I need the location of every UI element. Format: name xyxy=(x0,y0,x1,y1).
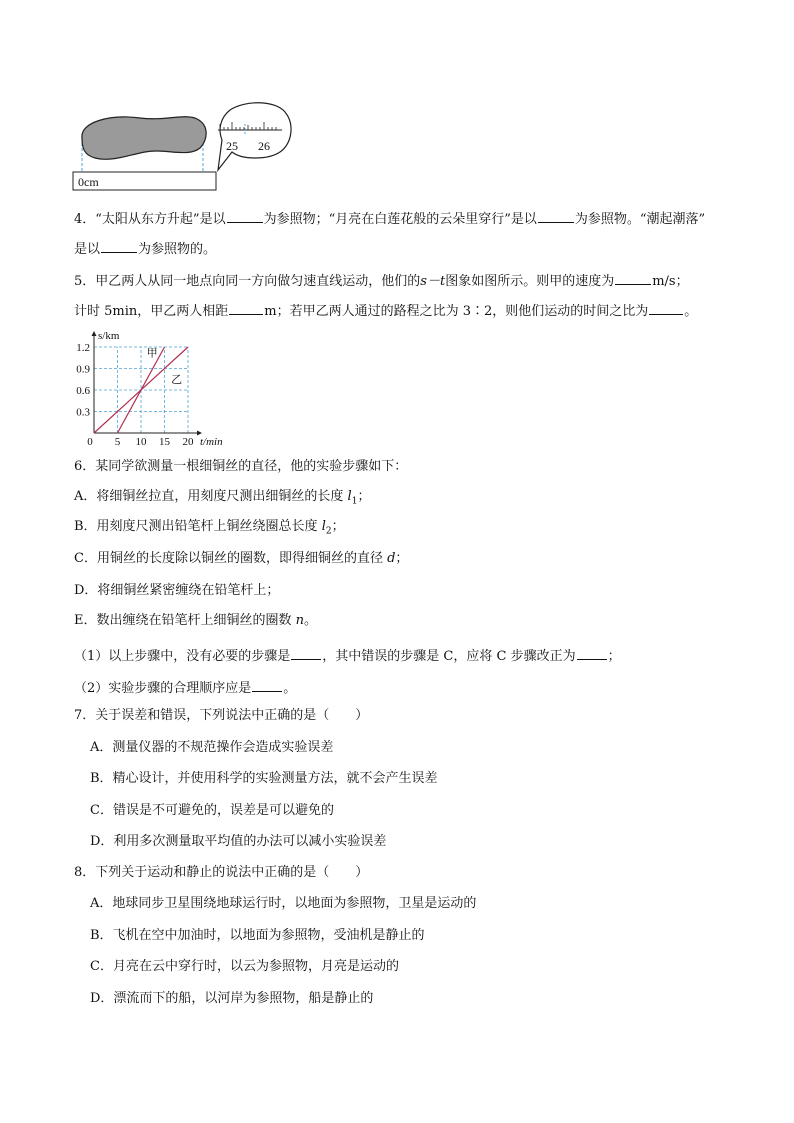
y-tick-label-2: 0.9 xyxy=(76,363,90,376)
y-tick-label-3: 1.2 xyxy=(76,342,90,354)
q7-option-a[interactable]: A．测量仪器的不规范操作会造成实验误差 xyxy=(90,740,334,755)
q5-blank-3[interactable] xyxy=(649,300,683,315)
y-tick-label-1: 0.6 xyxy=(76,385,90,397)
ruler-label: 0cm xyxy=(78,175,99,189)
q7-option-b[interactable]: B．精心设计，并使用科学的实验测量方法，就不会产生误差 xyxy=(90,771,438,786)
q6-blank-1[interactable] xyxy=(291,645,321,660)
q5-line1: 5．甲乙两人从同一地点向同一方向做匀速直线运动，他们的s－t图象如图所示。则甲的速度为 m/s； xyxy=(74,270,689,291)
q8-option-b[interactable]: B．飞机在空中加油时，以地面为参照物，受油机是静止的 xyxy=(90,928,425,943)
st-chart xyxy=(68,325,238,450)
x-tick-label-0: 5 xyxy=(114,436,121,448)
q6-blank-2[interactable] xyxy=(577,645,607,660)
x-axis-label: t/min xyxy=(200,436,223,448)
x-tick-label-3: 20 xyxy=(182,436,194,448)
series-label-0: 甲 xyxy=(146,347,158,360)
y-axis-label: s/km xyxy=(98,330,120,342)
tick-label-26: 26 xyxy=(258,139,270,153)
q4-blank-2[interactable] xyxy=(538,208,574,223)
x-tick-label-2: 15 xyxy=(159,436,170,448)
series-label-1: 乙 xyxy=(171,373,183,386)
q6-blank-3[interactable] xyxy=(252,677,282,692)
q8-option-d[interactable]: D．漂流而下的船，以河岸为参照物，船是静止的 xyxy=(90,991,374,1006)
x-tick-label-1: 10 xyxy=(135,436,147,448)
q6-sub2: （2）实验步骤的合理顺序应是 。 xyxy=(74,677,296,698)
q6-step-b: B．用刻度尺测出铅笔杆上铜丝绕圈总长度 $l_2$； xyxy=(74,519,345,537)
q4-line1: 4．“太阳从东方升起”是以 为参照物；“月亮在白莲花般的云朵里穿行”是以 为参照物。“潮起潮落” xyxy=(74,208,705,229)
q6-step-c: C．用铜丝的长度除以铜丝的圈数，即得细铜丝的直径 d； xyxy=(74,551,409,566)
y-tick-label-0: 0.3 xyxy=(76,406,90,419)
q6-step-a: A．将细铜丝拉直，用刻度尺测出细铜丝的长度 $l_1$； xyxy=(74,489,371,507)
q5-blank-1[interactable] xyxy=(615,270,651,285)
q6-sub1: （1）以上步骤中，没有必要的步骤是 ，其中错误的步骤是 C，应将 C 步骤改正为 ； xyxy=(74,645,621,666)
y-axis-arrow xyxy=(92,331,97,336)
q8-option-a[interactable]: A．地球同步卫星围绕地球运行时，以地面为参照物，卫星是运动的 xyxy=(90,896,477,911)
q8-option-c[interactable]: C．月亮在云中穿行时，以云为参照物，月亮是运动的 xyxy=(90,959,399,974)
origin-label: 0 xyxy=(87,436,93,448)
q4-blank-1[interactable] xyxy=(227,208,263,223)
footprint-shape xyxy=(82,117,206,160)
x-axis-arrow xyxy=(197,431,202,436)
q6-stem: 6．某同学欲测量一根细铜丝的直径，他的实验步骤如下： xyxy=(74,459,408,474)
tick-label-25: 25 xyxy=(226,139,238,153)
q7-option-d[interactable]: D．利用多次测量取平均值的办法可以减小实验误差 xyxy=(90,834,387,849)
q5-line2: 计时 5min，甲乙两人相距 m；若甲乙两人通过的路程之比为 3∶2，则他们运动的时间之比为 。 xyxy=(74,300,697,321)
q7-stem: 7．关于误差和错误，下列说法中正确的是（ ） xyxy=(74,708,369,723)
chart-labels xyxy=(76,330,223,448)
q4-line2: 是以 为参照物的。 xyxy=(74,238,216,259)
footprint-ruler-figure xyxy=(70,100,300,195)
q8-stem: 8．下列关于运动和静止的说法中正确的是（ ） xyxy=(74,865,369,880)
q7-option-c[interactable]: C．错误是不可避免的，误差是可以避免的 xyxy=(90,803,334,818)
q4-blank-3[interactable] xyxy=(101,238,137,253)
q5-blank-2[interactable] xyxy=(229,300,263,315)
q6-step-d: D．将细铜丝紧密缠绕在铅笔杆上； xyxy=(74,583,280,598)
q6-step-e: E．数出缠绕在铅笔杆上细铜丝的圈数 n。 xyxy=(74,613,318,628)
